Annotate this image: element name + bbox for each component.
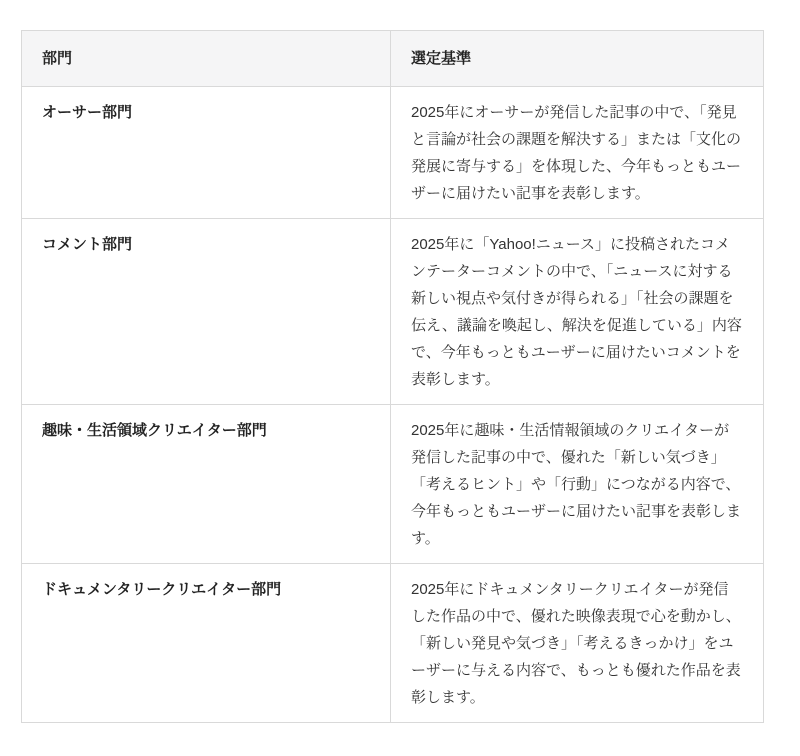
awards-criteria-table <box>21 30 764 723</box>
header-row <box>22 31 764 87</box>
criteria-cell: 2025年にオーサーが発信した記事の中で、「発見と言論が社会の課題を解決する」または「文化の発展に寄与する」を体現した、今年もっともユーザーに届けたい記事を表彰します。 <box>391 87 764 219</box>
criteria-cell: 2025年に「Yahoo!ニュース」に投稿されたコメンテーターコメントの中で、「ニュースに対する新しい視点や気付きが得られる」「社会の課題を伝え、議論を喚起し、解決を促進している」内容で、今年もっともユーザーに届けたいコメントを表彰します。 <box>391 219 764 405</box>
department-cell: オーサー部門 <box>22 87 391 219</box>
criteria-cell: 2025年にドキュメンタリークリエイターが発信した作品の中で、優れた映像表現で心を動かし、「新しい発見や気づき」「考えるきっかけ」をユーザーに与える内容で、もっとも優れた作品を表彰します。 <box>391 564 764 723</box>
department-cell: 趣味・生活領域クリエイター部門 <box>22 405 391 564</box>
table-row <box>22 219 764 405</box>
table-body <box>22 87 764 723</box>
department-cell: コメント部門 <box>22 219 391 405</box>
table-header <box>22 31 764 87</box>
department-cell: ドキュメンタリークリエイター部門 <box>22 564 391 723</box>
table-row <box>22 564 764 723</box>
criteria-cell: 2025年に趣味・生活情報領域のクリエイターが発信した記事の中で、優れた「新しい気づき」「考えるヒント」や「行動」につながる内容で、今年もっともユーザーに届けたい記事を表彰します。 <box>391 405 764 564</box>
column-header-department: 部門 <box>22 31 391 87</box>
table-row <box>22 87 764 219</box>
column-header-criteria: 選定基準 <box>391 31 764 87</box>
table-row <box>22 405 764 564</box>
